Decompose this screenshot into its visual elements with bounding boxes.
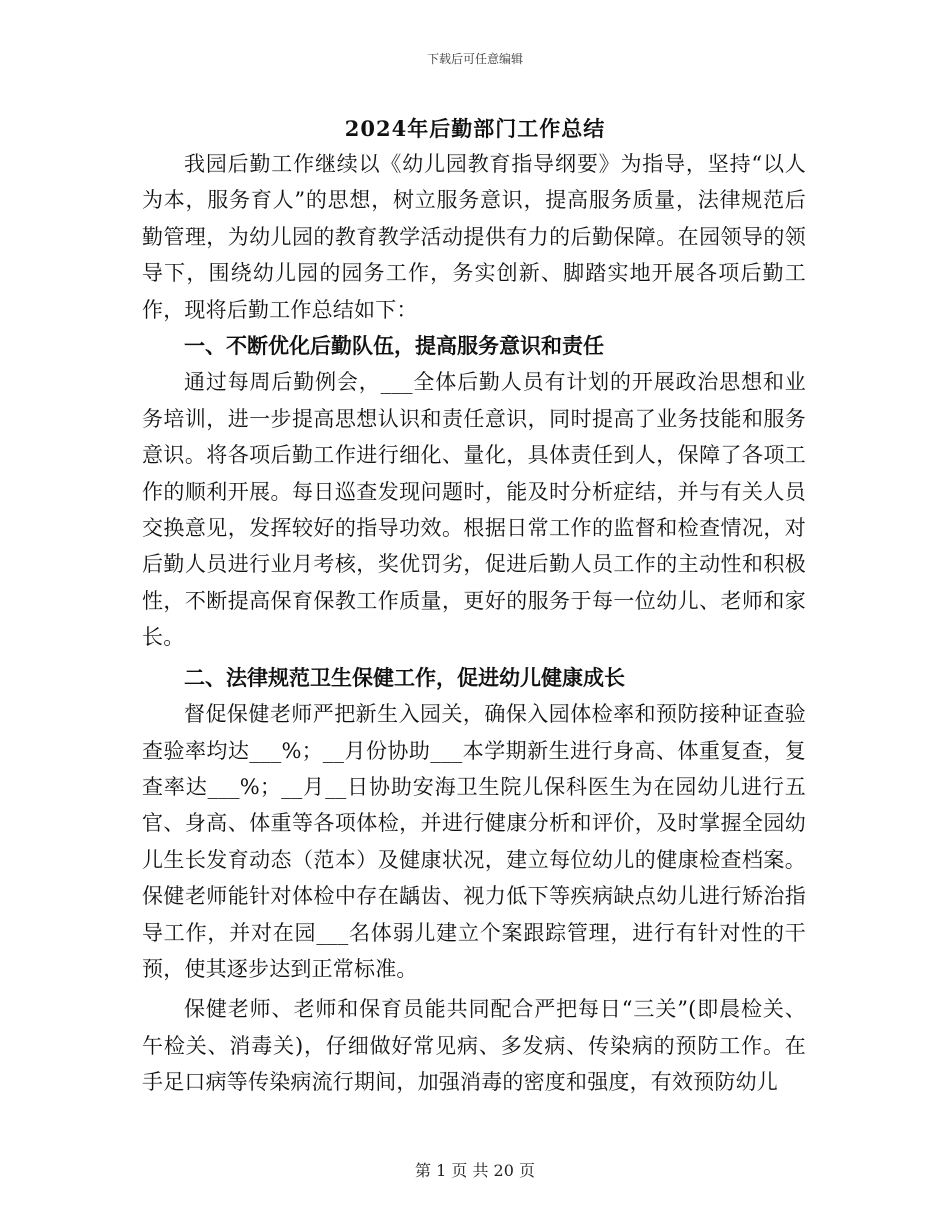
section-2-paragraph-2: 保健老师、老师和保育员能共同配合严把每日“三关”(即晨检关、午检关、消毒关)，仔细做好常见病、多发病、传染病的预防工作。在手足口病等传染病流行期间，加强消毒的密度和强度，有效预防幼儿 bbox=[142, 997, 806, 1095]
document-body bbox=[142, 146, 806, 1101]
page-footer-number: 第 1 页 共 20 页 bbox=[415, 1161, 535, 1180]
section-2-paragraph-1: 督促保健老师严把新生入园关，确保入园体检率和预防接种证查验查验率均达___%；__月份协助___本学期新生进行身高、体重复查，复查率达___%；__月__日协助安海卫生院儿保科医生为在园幼儿进行五官、身高、体重等各项体检，并进行健康分析和评价，及时掌握全园幼儿生长发育动态（范本）及健康状况，建立每位幼儿的健康检查档案。保健老师能针对体检中存在龋齿、视力低下等疾病缺点幼儿进行矫治指导工作，并对在园___名体弱儿建立个案跟踪管理，进行有针对性的干预，使其逐步达到正常标准。 bbox=[142, 702, 806, 981]
section-1-heading: 一、不断优化后勤队伍，提高服务意识和责任 bbox=[184, 333, 604, 359]
section-2-heading: 二、法律规范卫生保健工作，促进幼儿健康成长 bbox=[184, 664, 625, 690]
document-title: 2024年后勤部门工作总结 bbox=[344, 116, 606, 141]
page-header-note: 下载后可任意编辑 bbox=[426, 52, 523, 66]
section-1-paragraph: 通过每周后勤例会，___全体后勤人员有计划的开展政治思想和业务培训，进一步提高思想认识和责任意识，同时提高了业务技能和服务意识。将各项后勤工作进行细化、量化，具体责任到人，保障了各项工作的顺利开展。每日巡查发现问题时，能及时分析症结，并与有关人员交换意见，发挥较好的指导功效。根据日常工作的监督和检查情况，对后勤人员进行业月考核，奖优罚劣，促进后勤人员工作的主动性和积极性，不断提高保育保教工作质量，更好的服务于每一位幼儿、老师和家长。 bbox=[142, 370, 806, 650]
intro-paragraph: 我园后勤工作继续以《幼儿园教育指导纲要》为指导，坚持“以人为本，服务育人”的思想，树立服务意识，提高服务质量，法律规范后勤管理，为幼儿园的教育教学活动提供有力的后勤保障。在园领导的领导下，围绕幼儿园的园务工作，务实创新、脚踏实地开展各项后勤工作，现将后勤工作总结如下： bbox=[142, 152, 806, 322]
